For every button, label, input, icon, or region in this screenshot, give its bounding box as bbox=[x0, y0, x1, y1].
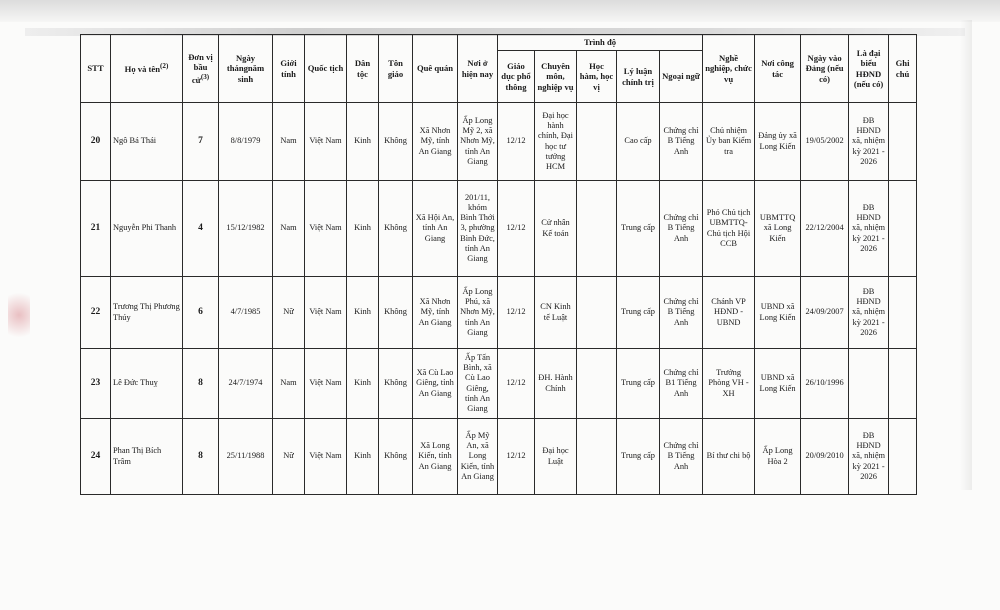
cell-occupation: Phó Chủ tịch UBMTTQ- Chủ tịch Hội CCB bbox=[703, 181, 755, 277]
cell-general-edu: 12/12 bbox=[498, 419, 535, 495]
table-body bbox=[81, 103, 917, 495]
header-religion: Tôn giáo bbox=[379, 35, 413, 103]
cell-ethnicity: Kinh bbox=[347, 349, 379, 419]
header-note: Ghi chú bbox=[889, 35, 917, 103]
cell-occupation: Trưởng Phòng VH - XH bbox=[703, 349, 755, 419]
cell-gender: Nữ bbox=[273, 277, 305, 349]
cell-ethnicity: Kinh bbox=[347, 181, 379, 277]
cell-hometown: Xã Hội An, tỉnh An Giang bbox=[413, 181, 458, 277]
header-dob: Ngày thángnăm sinh bbox=[219, 35, 273, 103]
header-unit bbox=[183, 35, 219, 103]
cell-workplace: Đảng ủy xã Long Kiến bbox=[755, 103, 801, 181]
cell-gender: Nam bbox=[273, 103, 305, 181]
cell-party-date: 26/10/1996 bbox=[801, 349, 849, 419]
cell-party-date: 20/09/2010 bbox=[801, 419, 849, 495]
cell-delegate: ĐB HĐND xã, nhiệm kỳ 2021 - 2026 bbox=[849, 419, 889, 495]
cell-stt: 20 bbox=[81, 103, 111, 181]
cell-general-edu: 12/12 bbox=[498, 349, 535, 419]
cell-academic-title bbox=[577, 277, 617, 349]
cell-ethnicity: Kinh bbox=[347, 103, 379, 181]
cell-political: Cao cấp bbox=[617, 103, 660, 181]
cell-religion: Không bbox=[379, 419, 413, 495]
cell-religion: Không bbox=[379, 103, 413, 181]
header-language: Ngoại ngữ bbox=[660, 51, 703, 103]
candidate-table bbox=[80, 34, 917, 495]
header-occupation: Nghề nghiệp, chức vụ bbox=[703, 35, 755, 103]
cell-nationality: Việt Nam bbox=[305, 419, 347, 495]
cell-residence: Ấp Tấn Bình, xã Cù Lao Giêng, tỉnh An Giang bbox=[458, 349, 498, 419]
cell-residence: Ấp Long Phú, xã Nhơn Mỹ, tỉnh An Giang bbox=[458, 277, 498, 349]
cell-general-edu: 12/12 bbox=[498, 103, 535, 181]
cell-political: Trung cấp bbox=[617, 419, 660, 495]
cell-language: Chứng chỉ B Tiếng Anh bbox=[660, 277, 703, 349]
cell-delegate: ĐB HĐND xã, nhiệm kỳ 2021 - 2026 bbox=[849, 103, 889, 181]
cell-name: Nguyễn Phi Thanh bbox=[111, 181, 183, 277]
header-workplace: Nơi công tác bbox=[755, 35, 801, 103]
cell-nationality: Việt Nam bbox=[305, 103, 347, 181]
cell-name: Ngô Bá Thái bbox=[111, 103, 183, 181]
cell-general-edu: 12/12 bbox=[498, 277, 535, 349]
table-row bbox=[81, 349, 917, 419]
cell-gender: Nam bbox=[273, 181, 305, 277]
cell-occupation: Chủ nhiệm Ủy ban Kiểm tra bbox=[703, 103, 755, 181]
cell-workplace: UBMTTQ xã Long Kiến bbox=[755, 181, 801, 277]
cell-dob: 25/11/1988 bbox=[219, 419, 273, 495]
cell-political: Trung cấp bbox=[617, 349, 660, 419]
cell-nationality: Việt Nam bbox=[305, 277, 347, 349]
header-academic-title: Học hàm, học vị bbox=[577, 51, 617, 103]
cell-gender: Nữ bbox=[273, 419, 305, 495]
cell-occupation: Chánh VP HĐND - UBND bbox=[703, 277, 755, 349]
cell-religion: Không bbox=[379, 277, 413, 349]
cell-language: Chứng chỉ B1 Tiếng Anh bbox=[660, 349, 703, 419]
cell-unit: 6 bbox=[183, 277, 219, 349]
header-name bbox=[111, 35, 183, 103]
cell-unit: 7 bbox=[183, 103, 219, 181]
cell-specialty: CN Kinh tế Luật bbox=[535, 277, 577, 349]
header-name-label: Họ và tên bbox=[124, 64, 160, 75]
header-gender: Giới tính bbox=[273, 35, 305, 103]
header-ethnicity: Dân tộc bbox=[347, 35, 379, 103]
cell-dob: 8/8/1979 bbox=[219, 103, 273, 181]
cell-hometown: Xã Nhơn Mỹ, tỉnh An Giang bbox=[413, 277, 458, 349]
table-row bbox=[81, 277, 917, 349]
cell-occupation: Bí thư chi bộ bbox=[703, 419, 755, 495]
header-political: Lý luận chính trị bbox=[617, 51, 660, 103]
cell-stt: 24 bbox=[81, 419, 111, 495]
cell-unit: 8 bbox=[183, 349, 219, 419]
header-name-footnote: (2) bbox=[159, 62, 169, 71]
header-nationality: Quốc tịch bbox=[305, 35, 347, 103]
header-unit-footnote: (3) bbox=[200, 72, 210, 81]
cell-party-date: 22/12/2004 bbox=[801, 181, 849, 277]
cell-academic-title bbox=[577, 349, 617, 419]
header-hometown: Quê quán bbox=[413, 35, 458, 103]
cell-religion: Không bbox=[379, 181, 413, 277]
cell-hometown: Xã Long Kiến, tỉnh An Giang bbox=[413, 419, 458, 495]
cell-gender: Nam bbox=[273, 349, 305, 419]
table-row bbox=[81, 419, 917, 495]
header-unit-label: Đơn vị bầu cử bbox=[188, 52, 213, 85]
cell-residence: Ấp Mỹ An, xã Long Kiến, tỉnh An Giang bbox=[458, 419, 498, 495]
cell-workplace: UBND xã Long Kiến bbox=[755, 277, 801, 349]
header-specialty: Chuyên môn, nghiệp vụ bbox=[535, 51, 577, 103]
cell-language: Chứng chỉ B Tiếng Anh bbox=[660, 103, 703, 181]
cell-academic-title bbox=[577, 103, 617, 181]
cell-delegate: ĐB HĐND xã, nhiệm kỳ 2021 - 2026 bbox=[849, 277, 889, 349]
cell-delegate: ĐB HĐND xã, nhiệm kỳ 2021 - 2026 bbox=[849, 181, 889, 277]
cell-residence: 201/11, khóm Bình Thới 3, phường Bình Đức, tỉnh An Giang bbox=[458, 181, 498, 277]
cell-workplace: Ấp Long Hòa 2 bbox=[755, 419, 801, 495]
cell-dob: 4/7/1985 bbox=[219, 277, 273, 349]
header-residence: Nơi ở hiện nay bbox=[458, 35, 498, 103]
cell-note bbox=[889, 419, 917, 495]
cell-note bbox=[889, 181, 917, 277]
header-delegate: Là đại biểu HĐND (nếu có) bbox=[849, 35, 889, 103]
cell-name: Trương Thị Phương Thúy bbox=[111, 277, 183, 349]
cell-academic-title bbox=[577, 181, 617, 277]
cell-specialty: Đại học hành chính, Đại học tư tưởng HCM bbox=[535, 103, 577, 181]
cell-delegate bbox=[849, 349, 889, 419]
cell-religion: Không bbox=[379, 349, 413, 419]
header-party-date: Ngày vào Đảng (nếu có) bbox=[801, 35, 849, 103]
cell-hometown: Xã Nhơn Mỹ, tỉnh An Giang bbox=[413, 103, 458, 181]
scan-top-shadow bbox=[0, 0, 1000, 22]
cell-name: Phan Thị Bích Trâm bbox=[111, 419, 183, 495]
header-stt: STT bbox=[81, 35, 111, 103]
cell-unit: 8 bbox=[183, 419, 219, 495]
cell-note bbox=[889, 349, 917, 419]
red-ink-mark bbox=[8, 285, 30, 345]
cell-nationality: Việt Nam bbox=[305, 349, 347, 419]
cell-hometown: Xã Cù Lao Giêng, tỉnh An Giang bbox=[413, 349, 458, 419]
cell-general-edu: 12/12 bbox=[498, 181, 535, 277]
table-row bbox=[81, 181, 917, 277]
cell-political: Trung cấp bbox=[617, 277, 660, 349]
cell-unit: 4 bbox=[183, 181, 219, 277]
header-education-group: Trình độ bbox=[498, 35, 703, 51]
cell-academic-title bbox=[577, 419, 617, 495]
cell-language: Chứng chỉ B Tiếng Anh bbox=[660, 419, 703, 495]
scan-right-shadow bbox=[960, 20, 972, 490]
table-row bbox=[81, 103, 917, 181]
cell-specialty: ĐH. Hành Chính bbox=[535, 349, 577, 419]
cell-specialty: Cử nhân Kế toán bbox=[535, 181, 577, 277]
cell-language: Chứng chỉ B Tiếng Anh bbox=[660, 181, 703, 277]
cell-residence: Ấp Long Mỹ 2, xã Nhơn Mỹ, tỉnh An Giang bbox=[458, 103, 498, 181]
cell-nationality: Việt Nam bbox=[305, 181, 347, 277]
cell-note bbox=[889, 103, 917, 181]
cell-specialty: Đại học Luật bbox=[535, 419, 577, 495]
cell-ethnicity: Kinh bbox=[347, 277, 379, 349]
cell-party-date: 24/09/2007 bbox=[801, 277, 849, 349]
cell-name: Lê Đức Thuỵ bbox=[111, 349, 183, 419]
cell-ethnicity: Kinh bbox=[347, 419, 379, 495]
cell-stt: 23 bbox=[81, 349, 111, 419]
cell-stt: 22 bbox=[81, 277, 111, 349]
table-header bbox=[81, 35, 917, 103]
header-general-edu: Giáo dục phổ thông bbox=[498, 51, 535, 103]
cell-dob: 24/7/1974 bbox=[219, 349, 273, 419]
cell-stt: 21 bbox=[81, 181, 111, 277]
cell-party-date: 19/05/2002 bbox=[801, 103, 849, 181]
cell-dob: 15/12/1982 bbox=[219, 181, 273, 277]
cell-political: Trung cấp bbox=[617, 181, 660, 277]
cell-note bbox=[889, 277, 917, 349]
cell-workplace: UBND xã Long Kiến bbox=[755, 349, 801, 419]
